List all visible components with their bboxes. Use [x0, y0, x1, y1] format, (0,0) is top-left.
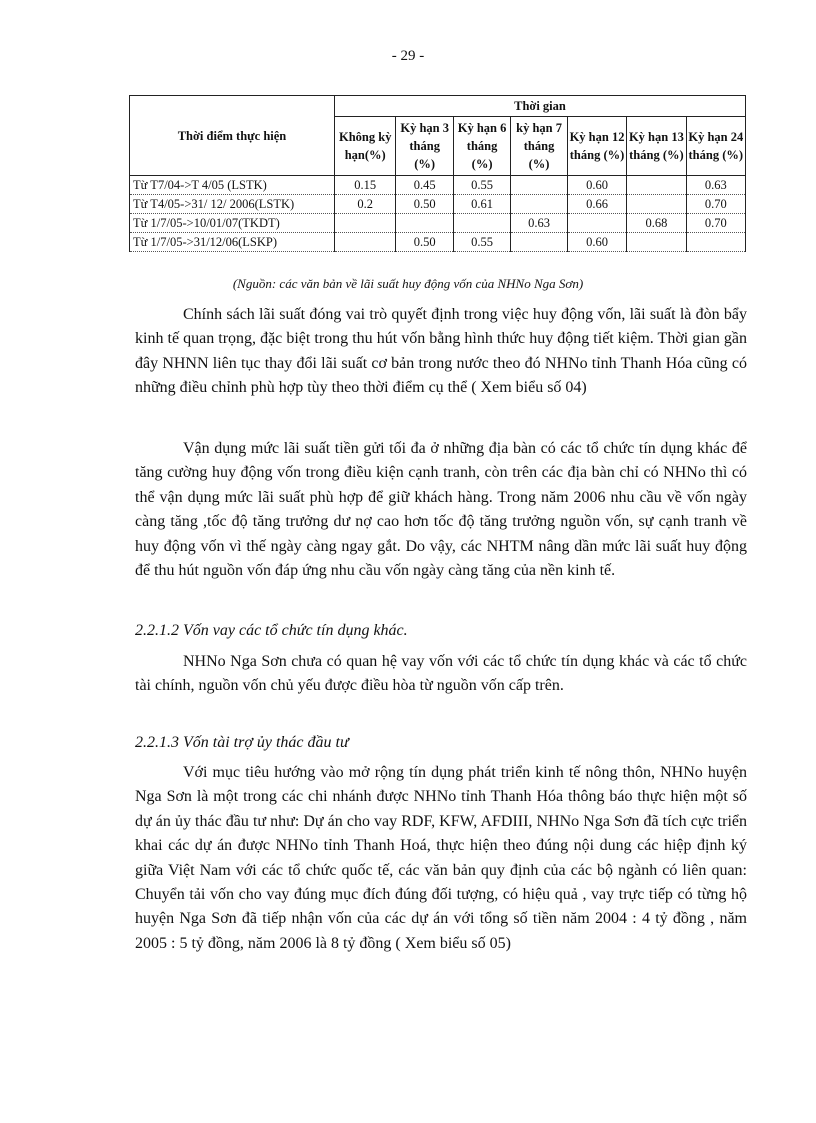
cell: 0.15 — [335, 176, 396, 195]
header-col-2: Kỳ hạn 6 tháng (%) — [453, 117, 510, 176]
cell: 0.2 — [335, 195, 396, 214]
cell — [627, 233, 686, 252]
row-label: Từ 1/7/05->31/12/06(LSKP) — [130, 233, 335, 252]
cell — [511, 233, 568, 252]
cell: 0.50 — [396, 195, 453, 214]
paragraph-no-borrowing — [135, 650, 747, 699]
section-heading-loans: 2.2.1.2 Vốn vay các tổ chức tín dụng khác. — [135, 622, 408, 639]
paragraph-deposit-rates — [135, 437, 747, 583]
cell — [453, 214, 510, 233]
cell: 0.60 — [567, 233, 626, 252]
interest-rate-table — [129, 95, 746, 252]
paragraph-text: Vận dụng mức lãi suất tiền gửi tối đa ở những địa bàn có các tổ chức tín dụng khác để tăng cường huy động vốn trong điều kiện cạnh tranh, còn trên các địa bàn chỉ có NHNo thì có thể vận dụng mức lãi suất phù hợp để giữ khách hàng. Trong năm 2006 nhu cầu về vốn ngày càng tăng ,tốc độ tăng trưởng dư nợ cao hơn tốc độ tăng trưởng nguồn vốn, sự cạnh tranh về huy động vốn vì thế ngày càng ngay gắt. Do vậy, các NHTM nâng dần mức lãi suất huy động để thu hút nguồn vốn đáp ứng nhu cầu vốn ngày càng tăng của nền kinh tế. — [135, 440, 747, 580]
cell — [511, 195, 568, 214]
page-number: - 29 - — [391, 48, 425, 64]
header-period: Thời điểm thực hiện — [130, 96, 335, 176]
cell: 0.63 — [686, 176, 745, 195]
cell — [627, 176, 686, 195]
paragraph-text: Chính sách lãi suất đóng vai trò quyết định trong việc huy động vốn, lãi suất là đòn bẩy kinh tế quan trọng, đặc biệt trong thu hút vốn bằng hình thức huy động tiết kiệm. Thời gian gần đây NHNN liên tục thay đổi lãi suất cơ bản trong nước theo đó NHNo tỉnh Thanh Hóa cũng có những điều chỉnh phù hợp tùy theo thời điểm cụ thể ( Xem biểu số 04) — [135, 306, 747, 397]
header-col-6: Kỳ hạn 24 tháng (%) — [686, 117, 745, 176]
cell: 0.50 — [396, 233, 453, 252]
paragraph-trust-funds — [135, 761, 747, 956]
cell: 0.55 — [453, 176, 510, 195]
table-row — [130, 214, 746, 233]
cell: 0.55 — [453, 233, 510, 252]
cell — [511, 176, 568, 195]
cell — [396, 214, 453, 233]
cell — [567, 214, 626, 233]
table-row — [130, 176, 746, 195]
paragraph-interest-policy — [135, 303, 747, 401]
header-col-4: Kỳ hạn 12 tháng (%) — [567, 117, 626, 176]
section-heading-trust-funds: 2.2.1.3 Vốn tài trợ ủy thác đầu tư — [135, 734, 349, 751]
header-col-1: Kỳ hạn 3 tháng (%) — [396, 117, 453, 176]
table-source-note: (Nguồn: các văn bản về lãi suất huy động vốn của NHNo Nga Sơn) — [232, 276, 584, 291]
cell — [335, 214, 396, 233]
header-col-0: Không kỳ hạn(%) — [335, 117, 396, 176]
table-row — [130, 233, 746, 252]
cell — [686, 233, 745, 252]
row-label: Từ T7/04->T 4/05 (LSTK) — [130, 176, 335, 195]
paragraph-text: Với mục tiêu hướng vào mở rộng tín dụng phát triển kinh tế nông thôn, NHNo huyện Nga Sơn là một trong các chi nhánh được NHNo tỉnh Thanh Hóa thông báo thực hiện một số dự án ủy thác đầu tư như: Dự án cho vay RDF, KFW, AFDIII, NHNo Nga Sơn đã tích cực triển khai các dự án được NHNo tỉnh Thanh Hoá, thực hiện theo đúng nội dung các hiệp định ký giữa Việt Nam với các tổ chức quốc tế, các văn bản quy định của các bộ ngành có liên quan: Chuyển tải vốn cho vay đúng mục đích đúng đối tượng, có hiệu quả , vay trực tiếp có từng hộ huyện Nga Sơn đã tiếp nhận vốn của các dự án với tổng số tiền năm 2004 : 4 tỷ đồng , năm 2005 : 5 tỷ đồng, năm 2006 là 8 tỷ đồng ( Xem biểu số 05) — [135, 764, 747, 952]
cell — [627, 195, 686, 214]
cell: 0.45 — [396, 176, 453, 195]
cell: 0.61 — [453, 195, 510, 214]
cell: 0.63 — [511, 214, 568, 233]
table-header-row — [130, 96, 746, 117]
cell: 0.60 — [567, 176, 626, 195]
cell: 0.70 — [686, 214, 745, 233]
paragraph-text: NHNo Nga Sơn chưa có quan hệ vay vốn với các tổ chức tín dụng khác và các tổ chức tài chính, nguồn vốn chủ yếu được điều hòa từ nguồn vốn cấp trên. — [135, 653, 747, 695]
table-row — [130, 195, 746, 214]
cell: 0.66 — [567, 195, 626, 214]
cell — [335, 233, 396, 252]
header-time-group: Thời gian — [335, 96, 746, 117]
cell: 0.70 — [686, 195, 745, 214]
header-col-3: kỳ hạn 7 tháng (%) — [511, 117, 568, 176]
header-col-5: Kỳ hạn 13 tháng (%) — [627, 117, 686, 176]
cell: 0.68 — [627, 214, 686, 233]
row-label: Từ 1/7/05->10/01/07(TKDT) — [130, 214, 335, 233]
row-label: Từ T4/05->31/ 12/ 2006(LSTK) — [130, 195, 335, 214]
